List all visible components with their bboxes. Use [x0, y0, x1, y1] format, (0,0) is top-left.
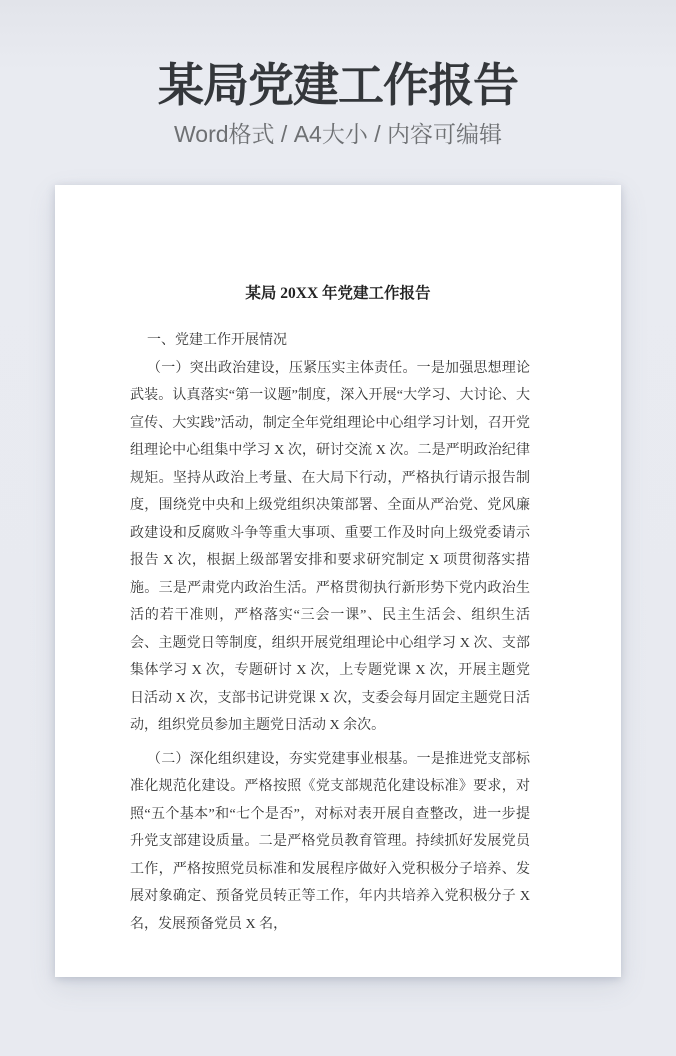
template-title: 某局党建工作报告: [158, 59, 518, 111]
document-paragraph: （一）突出政治建设，压紧压实主体责任。一是加强思想理论武装。认真落实“第一议题”制度，深入开展“大学习、大讨论、大宣传、大实践”活动，制定全年党组理论中心组学习计划，召开党组理论中心组集中学习 X 次，研讨交流 X 次。二是严明政治纪律规矩。坚持从政治上考量、在大局下行动，严格执行请示报告制度，围绕党中央和上级党组织决策部署、全面从严治党、党风廉政建设和反腐败斗争等重大事项、重要工作及时向上级党委请示报告 X 次，根据上级部署安排和要求研究制定 X 项贯彻落实措施。三是严肃党内政治生活。严格贯彻执行新形势下党内政治生活的若干准则，严格落实“三会一课”、民主生活会、组织生活会、主题党日等制度，组织开展党组理论中心组学习 X 次、支部集体学习 X 次，专题研讨 X 次，上专题党课 X 次，开展主题党日活动 X 次，支部书记讲党课 X 次，支委会每月固定主题党日活动，组织党员参加主题党日活动 X 余次。: [130, 360, 530, 733]
template-subtitle: Word格式 / A4大小 / 内容可编辑: [173, 121, 502, 147]
document-title: 某局 20XX 年党建工作报告: [245, 285, 431, 302]
document-section-heading: 一、党建工作开展情况: [147, 333, 287, 348]
document-page: [55, 185, 621, 977]
document-paragraph: （二）深化组织建设，夯实党建事业根基。一是推进党支部标准化规范化建设。严格按照《党支部规范化建设标准》要求，对照“五个基本”和“七个是否”，对标对表开展自查整改，进一步提升党支部建设质量。二是严格党员教育管理。持续抓好发展党员工作，严格按照党员标准和发展程序做好入党积极分子培养、发展对象确定、预备党员转正等工作，年内共培养入党积极分子 X 名，发展预备党员 X 名，: [130, 751, 530, 932]
preview-header: [0, 0, 676, 149]
